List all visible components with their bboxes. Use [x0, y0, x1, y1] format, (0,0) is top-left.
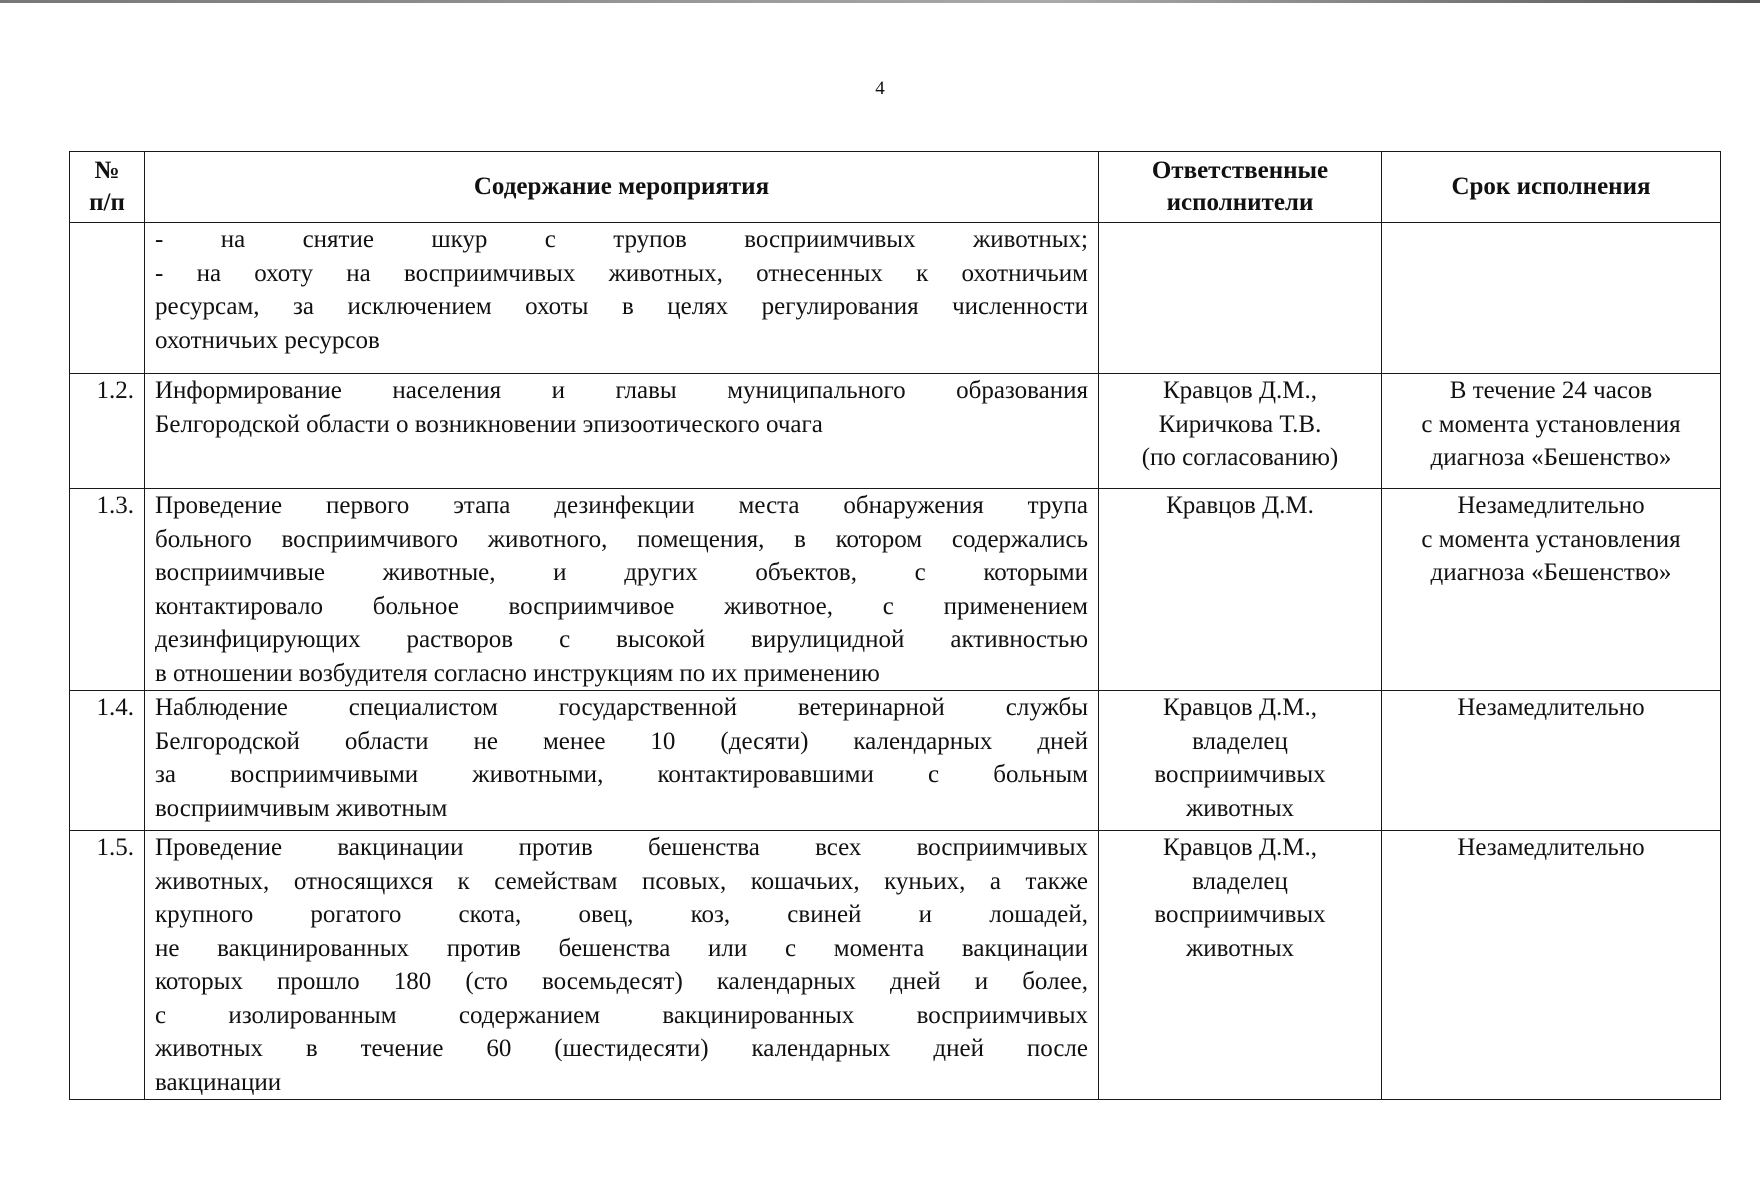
content-line: животных, относящихся к семействам псовых, кошачьих, куньих, а также [155, 867, 1088, 895]
header-deadline: Срок исполнения [1382, 152, 1721, 223]
deadline-line: диагноза «Бешенство» [1430, 559, 1672, 586]
deadline-line: диагноза «Бешенство» [1430, 444, 1672, 471]
table-body [70, 223, 1721, 1100]
responsible-line: Кравцов Д.М. [1166, 492, 1314, 519]
content-line: охотничьих ресурсов [155, 326, 380, 354]
header-responsible: Ответственные исполнители [1099, 152, 1382, 223]
row-number [70, 223, 145, 374]
row-content [145, 223, 1099, 374]
deadline-line: Незамедлительно [1457, 492, 1645, 519]
content-line: восприимчивым животным [155, 794, 448, 822]
responsible-line: восприимчивых [1154, 901, 1326, 928]
responsible-line: Кравцов Д.М., [1162, 694, 1318, 721]
content-line: животных в течение 60 (шестидесяти) календарных дней после [155, 1035, 1088, 1062]
row-content [145, 374, 1099, 489]
row-content [145, 831, 1099, 1100]
row-deadline [1382, 691, 1721, 831]
responsible-line: Киричкова Т.В. [1158, 410, 1322, 438]
content-line: с изолированным содержанием вакцинированных восприимчивых [155, 1001, 1088, 1029]
row-number: 1.4. [70, 691, 145, 831]
header-content: Содержание мероприятия [145, 152, 1099, 223]
row-deadline [1382, 489, 1721, 691]
row-deadline [1382, 831, 1721, 1100]
content-line: контактировало больное восприимчивое животное, с применением [155, 592, 1088, 620]
row-content [145, 489, 1099, 691]
page-number: 4 [875, 78, 885, 99]
content-line: Белгородской области не менее 10 (десяти) календарных дней [155, 727, 1088, 755]
table-header-row [70, 152, 1721, 223]
deadline-line: с момента установления [1421, 525, 1681, 553]
header-number: № п/п [70, 152, 145, 223]
table-row [70, 223, 1721, 374]
responsible-line: владелец [1192, 867, 1288, 895]
responsible-line: животных [1185, 794, 1295, 822]
row-number: 1.2. [70, 374, 145, 489]
row-number: 1.5. [70, 831, 145, 1100]
responsible-line: животных [1185, 934, 1295, 962]
row-deadline [1382, 223, 1721, 374]
table-row [70, 489, 1721, 691]
responsible-line: восприимчивых [1154, 761, 1326, 788]
content-line: Проведение вакцинации против бешенства всех восприимчивых [155, 834, 1088, 861]
content-line: восприимчивые животные, и других объектов, с которыми [155, 559, 1088, 586]
content-line: - на охоту на восприимчивых животных, отнесенных к охотничьим [155, 259, 1088, 287]
content-line: дезинфицирующих растворов с высокой вирулицидной активностью [155, 626, 1088, 653]
row-deadline [1382, 374, 1721, 489]
row-responsible [1099, 489, 1382, 691]
content-line: в отношении возбудителя согласно инструкциям по их применению [155, 659, 880, 687]
content-line: Белгородской области о возникновении эпизоотического очага [155, 410, 823, 438]
content-line: ресурсам, за исключением охоты в целях регулирования численности [155, 293, 1088, 320]
responsible-line: Кравцов Д.М., [1162, 834, 1318, 861]
table-row [70, 831, 1721, 1100]
row-responsible [1099, 691, 1382, 831]
responsible-line: владелец [1192, 727, 1288, 755]
table-row [70, 374, 1721, 489]
content-line: Проведение первого этапа дезинфекции места обнаружения трупа [155, 492, 1088, 519]
content-line: крупного рогатого скота, овец, коз, свиней и лошадей, [155, 901, 1088, 928]
table-row [70, 691, 1721, 831]
content-line: Информирование населения и главы муниципального образования [155, 377, 1088, 404]
row-responsible [1099, 223, 1382, 374]
content-line: вакцинации [155, 1068, 282, 1096]
deadline-line: Незамедлительно [1457, 834, 1645, 861]
deadline-line: В течение 24 часов [1449, 377, 1653, 404]
content-line: за восприимчивыми животными, контактировавшими с больным [155, 761, 1088, 788]
deadline-line: Незамедлительно [1457, 694, 1645, 721]
row-content [145, 691, 1099, 831]
deadline-line: с момента установления [1421, 410, 1681, 438]
content-line: Наблюдение специалистом государственной ветеринарной службы [155, 694, 1088, 721]
row-responsible [1099, 374, 1382, 489]
content-line: которых прошло 180 (сто восемьдесят) календарных дней и более, [155, 968, 1088, 995]
responsible-line: Кравцов Д.М., [1162, 377, 1318, 404]
scan-top-edge [0, 0, 1760, 3]
content-line: - на снятие шкур с трупов восприимчивых животных; [155, 226, 1088, 253]
content-line: больного восприимчивого животного, помещения, в котором содержались [155, 525, 1088, 553]
row-number: 1.3. [70, 489, 145, 691]
responsible-line: (по согласованию) [1141, 444, 1339, 471]
content-line: не вакцинированных против бешенства или с момента вакцинации [155, 934, 1088, 962]
action-plan-table [69, 151, 1721, 1100]
row-responsible [1099, 831, 1382, 1100]
